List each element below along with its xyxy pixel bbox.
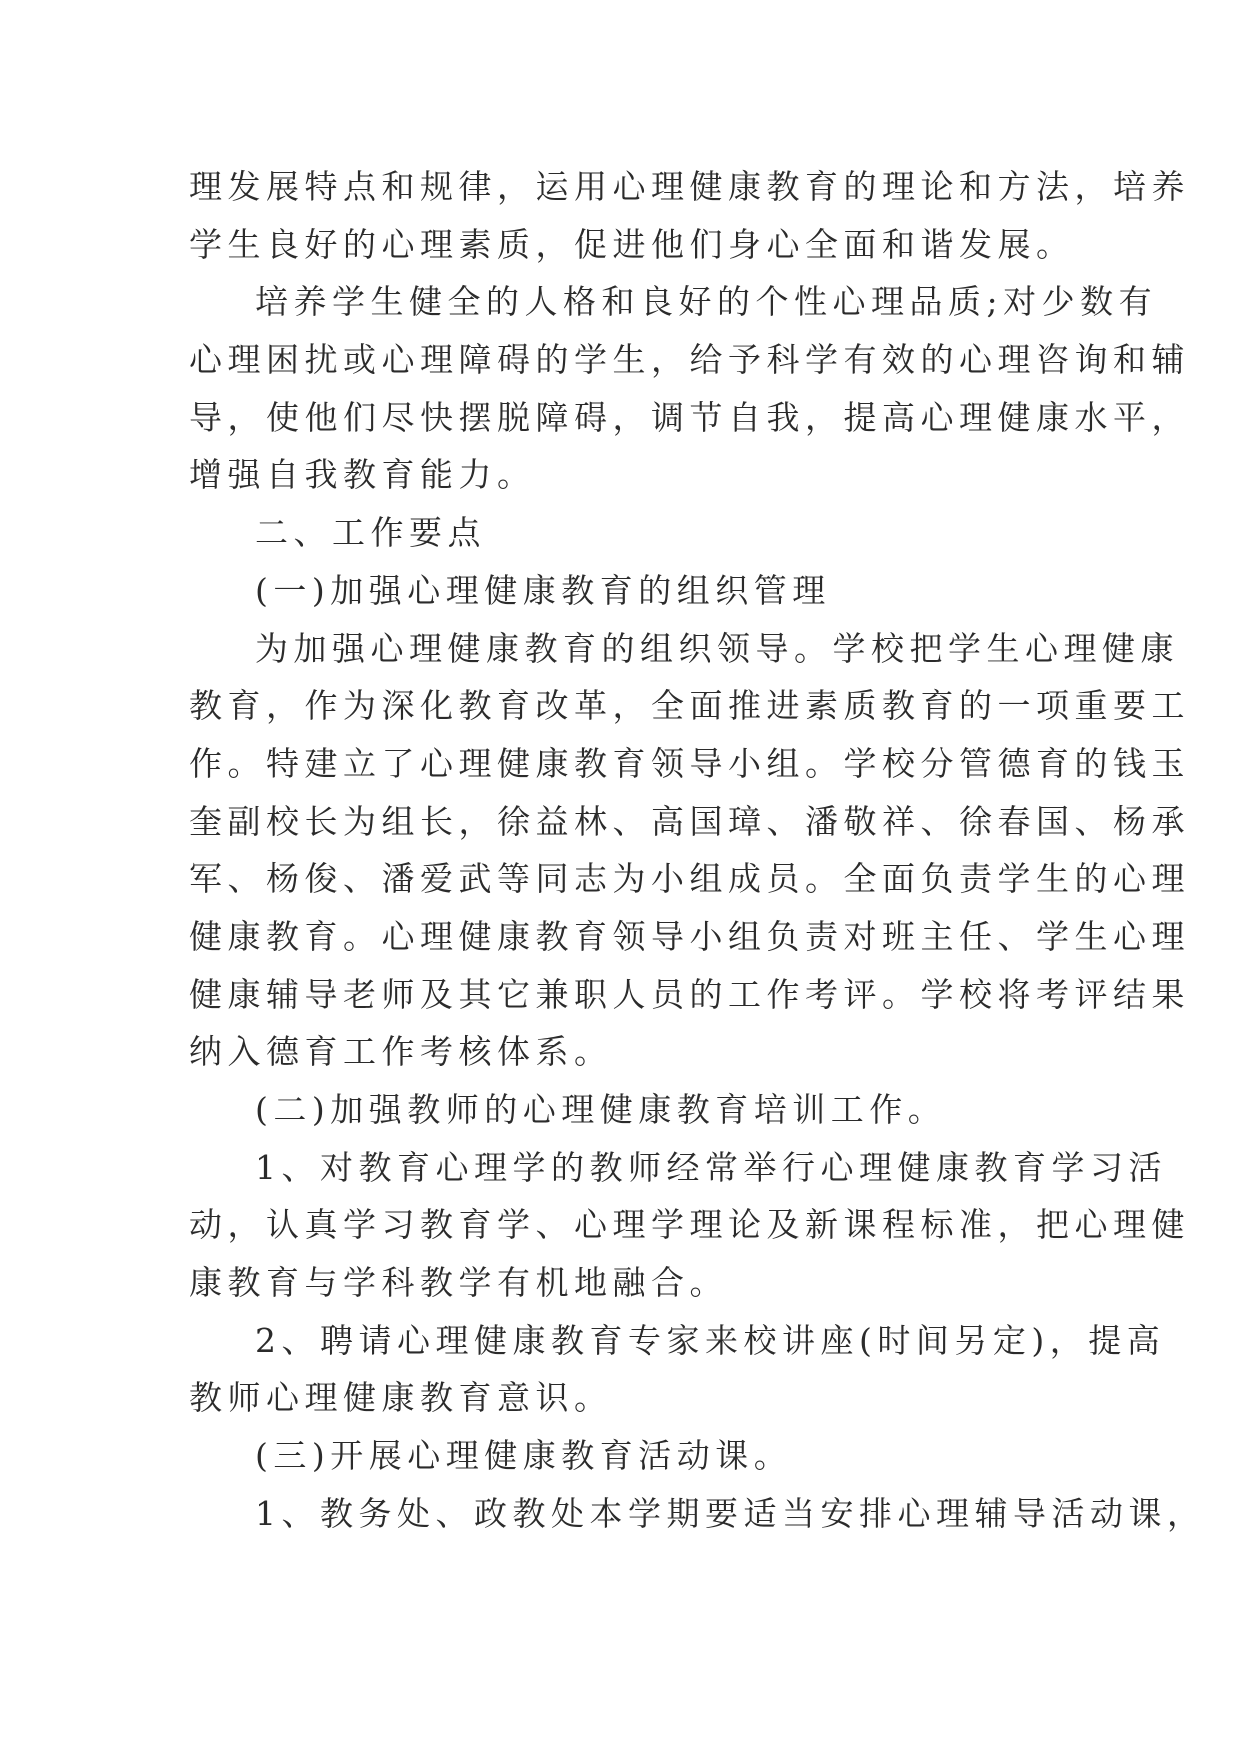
text-line: 为加强心理健康教育的组织领导。学校把学生心理健康 — [255, 628, 1179, 668]
document-body — [189, 158, 1206, 1543]
text-line: 教育，作为深化教育改革，全面推进素质教育的一项重要工 — [189, 686, 1190, 726]
text-line: 1、教务处、政教处本学期要适当安排心理辅导活动课， — [255, 1493, 1206, 1533]
text-line: 二、工作要点 — [255, 513, 486, 553]
text-line: 2、聘请心理健康教育专家来校讲座(时间另定)，提高 — [255, 1320, 1166, 1360]
text-line: 纳入德育工作考核体系。 — [189, 1032, 613, 1072]
text-line: 学生良好的心理素质，促进他们身心全面和谐发展。 — [189, 224, 1075, 264]
text-line: (一)加强心理健康教育的组织管理 — [255, 570, 831, 610]
text-line: 理发展特点和规律，运用心理健康教育的理论和方法，培养 — [189, 167, 1190, 206]
text-line: 心理困扰或心理障碍的学生，给予科学有效的心理咨询和辅 — [189, 340, 1190, 380]
text-line: (三)开展心理健康教育活动课。 — [255, 1436, 793, 1476]
text-line: 军、杨俊、潘爱武等同志为小组成员。全面负责学生的心理 — [189, 859, 1190, 899]
text-line: 动，认真学习教育学、心理学理论及新课程标准，把心理健 — [189, 1205, 1190, 1245]
text-line: 1、对教育心理学的教师经常举行心理健康教育学习活 — [255, 1147, 1167, 1187]
text-line: 培养学生健全的人格和良好的个性心理品质;对少数有 — [255, 282, 1158, 322]
text-line: 教师心理健康教育意识。 — [189, 1378, 613, 1418]
text-line: 健康教育。心理健康教育领导小组负责对班主任、学生心理 — [189, 916, 1190, 956]
text-line: (二)加强教师的心理健康教育培训工作。 — [255, 1090, 947, 1129]
text-line: 奎副校长为组长，徐益林、高国璋、潘敬祥、徐春国、杨承 — [189, 801, 1190, 841]
text-line: 增强自我教育能力。 — [189, 455, 536, 495]
text-line: 导，使他们尽快摆脱障碍，调节自我，提高心理健康水平， — [189, 397, 1190, 437]
text-line: 作。特建立了心理健康教育领导小组。学校分管德育的钱玉 — [189, 743, 1190, 783]
text-line: 康教育与学科教学有机地融合。 — [189, 1263, 728, 1303]
text-line: 健康辅导老师及其它兼职人员的工作考评。学校将考评结果 — [189, 974, 1190, 1014]
